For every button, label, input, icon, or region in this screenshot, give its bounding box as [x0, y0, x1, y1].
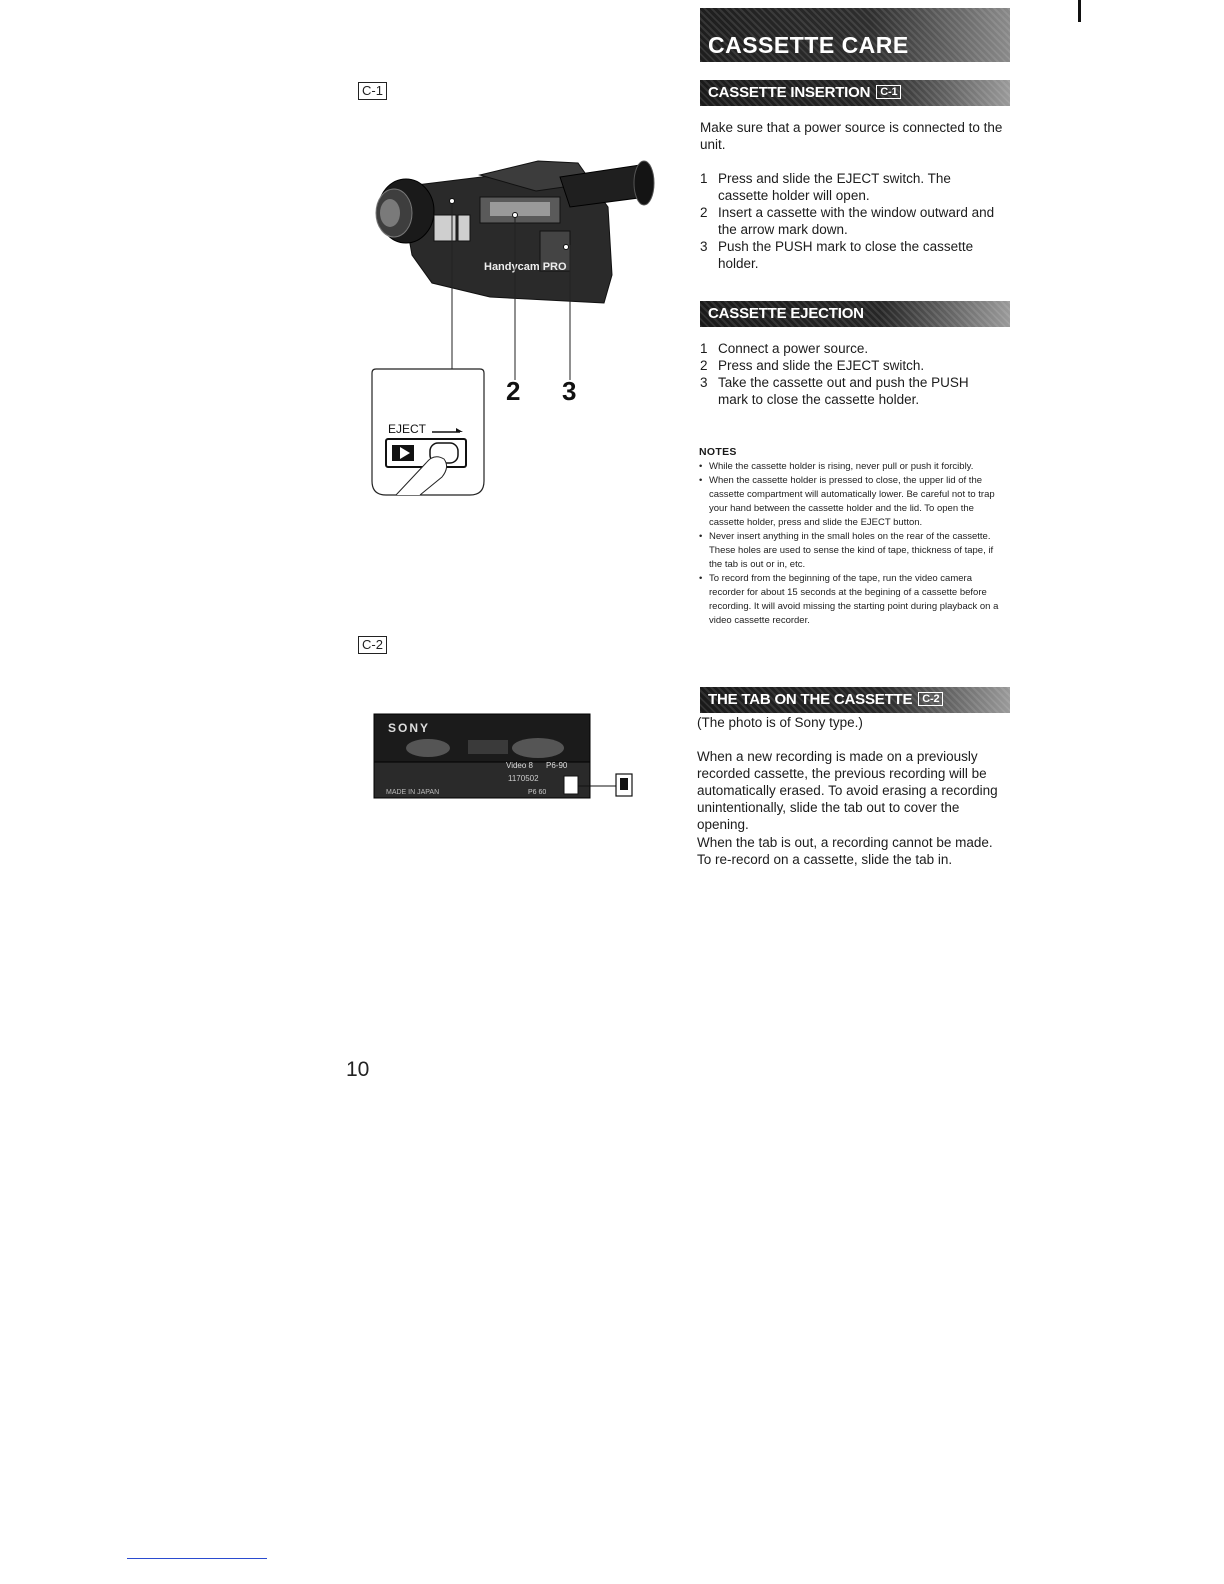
page-number: 10: [346, 1058, 370, 1081]
step-number: 1: [700, 341, 708, 356]
insertion-heading: CASSETTE INSERTION: [708, 84, 871, 101]
callout-2: 2: [506, 376, 521, 406]
cassette-origin: MADE IN JAPAN: [386, 789, 440, 796]
page-edge-mark: [1078, 0, 1081, 22]
insertion-step: [700, 170, 996, 204]
tab-heading: THE TAB ON THE CASSETTE: [708, 691, 913, 708]
figure-label-c2: C-2: [358, 636, 387, 654]
step-text: Press and slide the EJECT switch. The cassette holder will open.: [718, 171, 951, 203]
step-number: 2: [700, 358, 708, 373]
step-text: Push the PUSH mark to close the cassette holder.: [718, 239, 974, 271]
cassette-format: Video 8: [506, 761, 533, 770]
step-number: 3: [700, 239, 708, 254]
note-item: • Never insert anything in the small holes on the rear of the cassette. These holes are used to sense the kind of tape, thickness of tape, if the tab is out or in, etc.: [699, 530, 1007, 572]
section-header-ejection: [700, 301, 1010, 327]
cassette-brand: SONY: [388, 721, 431, 735]
step-text: Press and slide the EJECT switch.: [718, 358, 925, 373]
cassette-length: P6 60: [528, 789, 547, 796]
tab-paragraph-2: When the tab is out, a recording cannot be made. To re-record on a cassette, slide the tab in.: [697, 835, 993, 867]
ejection-step: [700, 357, 996, 374]
step-number: 2: [700, 205, 708, 220]
insertion-step: [700, 204, 996, 238]
ejection-step: [700, 340, 996, 357]
insertion-steps: [700, 170, 996, 272]
tab-figure-ref: C-2: [918, 692, 943, 706]
note-item: • While the cassette holder is rising, never pull or push it forcibly.: [699, 460, 1007, 474]
step-number: 3: [700, 375, 708, 390]
cassette-serial: 1170502: [508, 774, 539, 783]
ejection-heading: CASSETTE EJECTION: [708, 305, 864, 322]
tab-paragraph-1: When a new recording is made on a previously recorded cassette, the previous recording will be automatically erased. To avoid erasing a recording unintentionally, slide the tab out to cover the opening.: [697, 749, 998, 832]
step-text: Take the cassette out and push the PUSH mark to close the cassette holder.: [718, 375, 969, 407]
tab-photo-note: (The photo is of Sony type.): [697, 715, 863, 730]
section-header-tab: [700, 687, 1010, 713]
eject-inset-label: EJECT: [388, 422, 427, 436]
camera-badge-text: Handycam PRO: [484, 261, 567, 273]
notes-title: NOTES: [699, 446, 737, 458]
step-number: 1: [700, 171, 708, 186]
cassette-tape-code: P6-90: [546, 761, 568, 770]
camcorder-illustration: [360, 155, 670, 500]
step-text: Connect a power source.: [718, 341, 869, 356]
ejection-steps: [700, 340, 996, 408]
note-item: • When the cassette holder is pressed to close, the upper lid of the cassette compartment will automatically lower. Be careful not to trap your hand between the cassette holder and the lid. To open the cassette holder, press and slide the EJECT button.: [699, 474, 1007, 530]
figure-label-c1: C-1: [358, 82, 387, 100]
insertion-step: [700, 238, 996, 272]
page-title: CASSETTE CARE: [708, 32, 909, 58]
page-title-banner: [700, 8, 1010, 62]
cassette-illustration: [368, 706, 648, 806]
insertion-intro: Make sure that a power source is connected to the unit.: [700, 120, 1003, 152]
insertion-figure-ref: C-1: [876, 85, 901, 99]
section-header-insertion: [700, 80, 1010, 106]
step-text: Insert a cassette with the window outward and the arrow mark down.: [718, 205, 995, 237]
bottom-rule: [127, 1558, 267, 1559]
ejection-step: [700, 374, 996, 408]
callout-3: 3: [562, 376, 577, 406]
notes-list: [699, 460, 1007, 628]
note-item: • To record from the beginning of the tape, run the video camera recorder for about 15 seconds at the begining of a cassette before recording. It will avoid missing the starting point during playback on a video cassette recorder.: [699, 572, 1007, 628]
